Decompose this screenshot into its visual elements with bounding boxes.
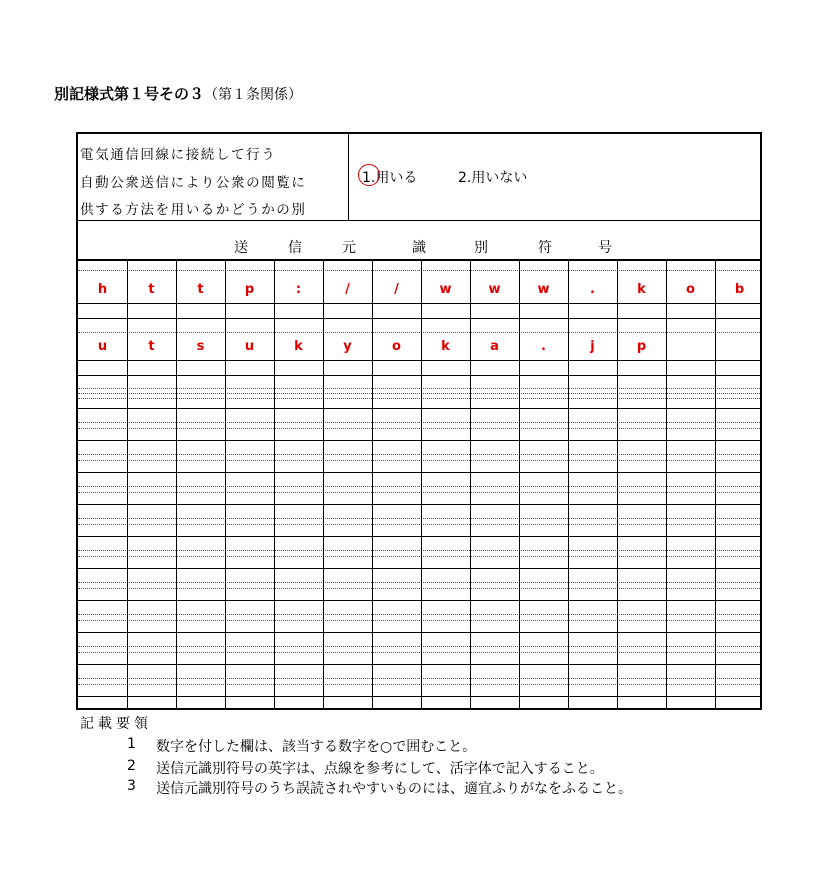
guide-dotted-line [78,652,760,653]
sender-id-char: o [686,282,695,297]
option-not-use-label: 2.用いない [458,170,528,186]
guide-dotted-line [78,393,760,394]
sender-header-char: 別 [474,240,488,256]
description-line-1: 電気通信回線に接続して行う [80,147,277,163]
notes-heading: 記載要領 [80,716,152,732]
sender-id-char: s [196,339,205,354]
grid-column-divider [421,260,422,708]
guide-dotted-line [78,388,760,389]
guide-dotted-line [78,646,760,647]
grid-column-divider [127,260,128,708]
sender-header-char: 識 [412,240,426,256]
description-line-2: 自動公衆送信により公衆の閲覧に [80,175,307,191]
sender-id-char: k [441,339,450,354]
sender-id-char: o [392,339,401,354]
grid-column-divider [617,260,618,708]
sender-id-char: w [537,282,550,297]
form-title-relation: （第１条関係） [204,87,303,103]
sender-id-char: k [294,339,303,354]
guide-dotted-line [78,492,760,493]
method-options [350,134,760,220]
grid-column-divider [323,260,324,708]
sender-id-char: p [636,339,647,354]
grid-column-divider [372,260,373,708]
grid-column-divider [176,260,177,708]
sender-header-char: 送 [234,240,248,256]
grid-rule [78,260,760,261]
grid-rule [78,318,760,319]
sender-id-char: . [590,282,595,297]
selection-circle-mark [358,164,380,186]
guide-dotted-line [78,614,760,615]
grid-rule [78,504,760,505]
grid-rule [78,440,760,441]
guide-dotted-line [78,678,760,679]
grid-rule [78,568,760,569]
grid-rule [78,600,760,601]
sender-id-char: / [394,282,399,297]
grid-column-divider [274,260,275,708]
sender-id-char: w [488,282,501,297]
note-number: 2 [127,758,136,774]
sender-id-char: b [734,282,745,297]
note-text: 送信元識別符号の英字は、点線を参考にして、活字体で記入すること。 [156,761,604,777]
grid-rule [78,664,760,665]
grid-column-divider [225,260,226,708]
sender-id-char: j [590,339,595,354]
grid-rule [78,472,760,473]
guide-dotted-line [78,620,760,621]
sender-id-char: k [637,282,646,297]
note-number: 3 [127,778,136,794]
guide-dotted-line [78,332,760,333]
sender-id-char: . [541,339,546,354]
option-use-label: 1.用いる [362,170,418,186]
guide-dotted-line [78,684,760,685]
sender-header-char: 号 [598,240,612,256]
method-description [78,134,349,220]
method-section [78,134,760,221]
sender-id-header [78,221,760,260]
guide-dotted-line [78,422,760,423]
grid-rule [78,696,760,697]
sender-id-char: h [97,282,108,297]
note-text: 数字を付した欄は、該当する数字を○で囲むこと。 [156,739,477,755]
grid-column-divider [519,260,520,708]
guide-dotted-line [78,524,760,525]
guide-dotted-line [78,486,760,487]
guide-dotted-line [78,460,760,461]
guide-dotted-line [78,398,760,399]
form-title-main: 別記様式第１号その３ [54,85,205,103]
sender-id-grid [78,260,760,708]
notes-section [80,713,152,733]
guide-dotted-line [78,454,760,455]
grid-rule [78,375,760,376]
guide-dotted-line [78,270,760,271]
guide-dotted-line [78,428,760,429]
option-use[interactable] [362,167,417,187]
guide-dotted-line [78,582,760,583]
description-line-3: 供する方法を用いるかどうかの別 [80,202,307,218]
grid-column-divider [568,260,569,708]
option-not-use[interactable] [458,167,527,187]
note-number: 1 [127,736,136,752]
sender-id-char: u [244,339,255,354]
grid-rule [78,536,760,537]
sender-id-char: t [197,282,204,297]
grid-rule [78,408,760,409]
grid-column-divider [715,260,716,708]
form-box [76,132,762,710]
guide-dotted-line [78,550,760,551]
sender-id-char: a [490,339,499,354]
sender-id-char: : [295,282,302,297]
sender-id-char: / [345,282,350,297]
sender-id-char: u [97,339,108,354]
guide-dotted-line [78,588,760,589]
sender-id-char: y [343,339,352,354]
sender-id-char: w [439,282,452,297]
grid-rule [78,360,760,361]
sender-id-char: t [148,282,155,297]
grid-column-divider [470,260,471,708]
sender-id-char: t [148,339,155,354]
guide-dotted-line [78,556,760,557]
grid-column-divider [666,260,667,708]
sender-header-char: 符 [538,240,552,256]
sender-header-char: 元 [342,240,356,256]
sender-id-char: p [244,282,255,297]
sender-header-char: 信 [288,240,302,256]
grid-rule [78,632,760,633]
form-title [54,83,302,104]
grid-rule [78,303,760,304]
note-text: 送信元識別符号のうち誤読されやすいものには、適宜ふりがなをふること。 [156,781,632,797]
guide-dotted-line [78,518,760,519]
